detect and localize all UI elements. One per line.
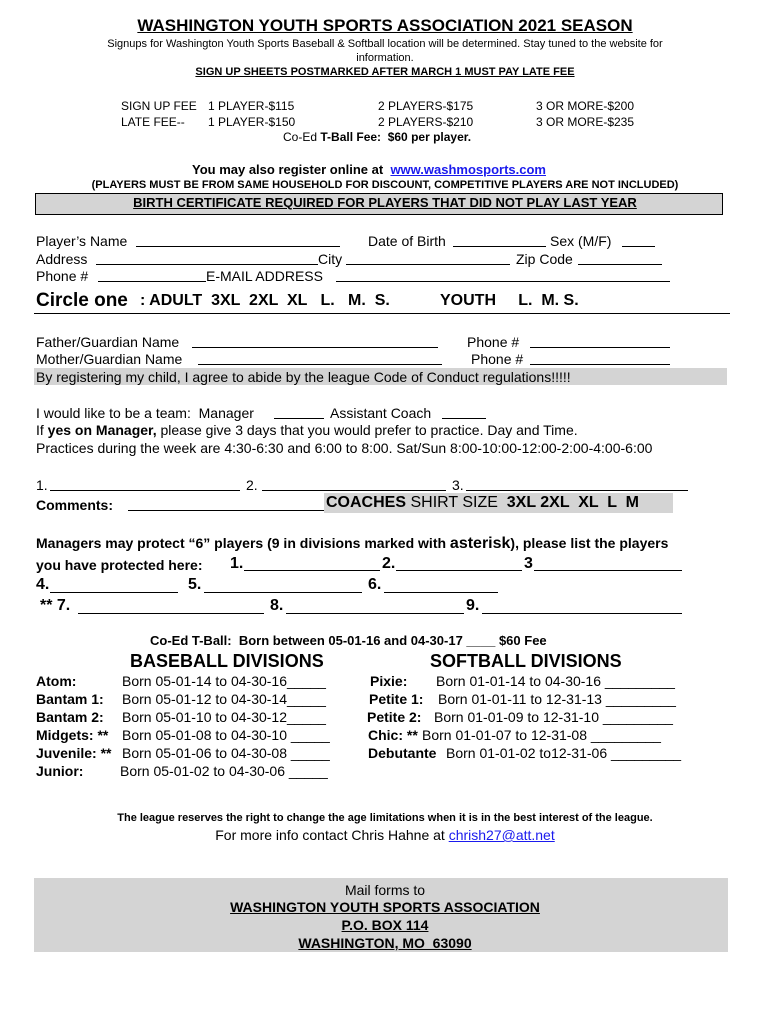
day-2-label: 2. bbox=[246, 477, 258, 493]
day-3-field[interactable] bbox=[466, 490, 688, 491]
softball-division-dates[interactable]: Born 01-01-11 to 12-31-13 _________ bbox=[438, 691, 676, 707]
manager-days-prefix: If bbox=[36, 422, 48, 438]
player-name-label: Player’s Name bbox=[36, 233, 128, 249]
day-1-label: 1. bbox=[36, 477, 48, 493]
protect-line-2: you have protected here: bbox=[36, 557, 207, 573]
baseball-division-name: Bantam 2: bbox=[36, 709, 104, 725]
assistant-coach-label: Assistant Coach bbox=[330, 405, 432, 421]
day-3-label: 3. bbox=[452, 477, 464, 493]
mail-org: WASHINGTON YOUTH SPORTS ASSOCIATION bbox=[230, 899, 540, 915]
softball-division-name: Chic: ** bbox=[368, 727, 418, 743]
baseball-division-name: Atom: bbox=[36, 673, 77, 689]
coed-fee-prefix: Co-Ed bbox=[283, 130, 321, 144]
protect-2-label: 2. bbox=[382, 555, 396, 572]
protect-3-label: 3 bbox=[524, 555, 533, 572]
baseball-division-dates[interactable]: Born 05-01-14 to 04-30-16_____ bbox=[122, 673, 326, 689]
protect-9-field[interactable] bbox=[482, 613, 682, 614]
address-field[interactable] bbox=[96, 264, 318, 265]
phone-label: Phone # bbox=[36, 268, 89, 284]
late-fee-label: LATE FEE-- bbox=[121, 115, 185, 129]
protect-8-label: 8. bbox=[270, 597, 284, 614]
protect-3-field[interactable] bbox=[534, 570, 682, 571]
softball-division-name: Debutante bbox=[368, 745, 437, 761]
mother-phone-field[interactable] bbox=[530, 364, 670, 365]
birth-cert-notice: BIRTH CERTIFICATE REQUIRED FOR PLAYERS THAT DID NOT PLAY LAST YEAR bbox=[133, 195, 637, 210]
baseball-division-name: Juvenile: ** bbox=[36, 745, 112, 761]
circle-one-label: Circle one bbox=[36, 290, 128, 311]
mail-label: Mail forms to bbox=[344, 882, 426, 898]
online-register-text: You may also register online at bbox=[192, 162, 391, 177]
online-register bbox=[192, 162, 546, 177]
dob-field[interactable] bbox=[453, 246, 546, 247]
contact-prefix: For more info contact Chris Hahne at bbox=[215, 827, 449, 843]
softball-division-name: Petite 2: bbox=[367, 709, 422, 725]
protect-2-field[interactable] bbox=[396, 570, 522, 571]
protect-8-field[interactable] bbox=[286, 613, 464, 614]
protect-5-label: 5. bbox=[188, 576, 202, 593]
page-title: WASHINGTON YOUTH SPORTS ASSOCIATION 2021 SEASON bbox=[137, 16, 633, 35]
protect-5-field[interactable] bbox=[204, 592, 362, 593]
protect-4-field[interactable] bbox=[50, 592, 178, 593]
protect-6-field[interactable] bbox=[384, 592, 498, 593]
manager-days-bold: yes on Manager, bbox=[47, 422, 157, 438]
protect-7-label: ** 7. bbox=[40, 597, 71, 614]
practice-times: Practices during the week are 4:30-6:30 and 6:00 to 8:00. Sat/Sun 8:00-10:00-12:00-2:00-4:00-6:00 bbox=[36, 440, 653, 456]
comments-label: Comments: bbox=[36, 497, 114, 513]
late-fee-1: 1 PLAYER-$150 bbox=[208, 115, 296, 129]
softball-division-name: Petite 1: bbox=[369, 691, 424, 707]
baseball-division-dates[interactable]: Born 05-01-10 to 04-30-12_____ bbox=[122, 709, 326, 725]
signup-fee-1: 1 PLAYER-$115 bbox=[208, 99, 295, 113]
father-field[interactable] bbox=[192, 347, 438, 348]
father-phone-field[interactable] bbox=[530, 347, 670, 348]
comments-field[interactable] bbox=[128, 510, 324, 511]
mail-box-number: P.O. BOX 114 bbox=[341, 917, 429, 933]
shirt-size-label: SHIRT SIZE bbox=[406, 494, 507, 511]
protect-9-label: 9. bbox=[466, 597, 480, 614]
subtitle-line-2: information. bbox=[356, 52, 414, 64]
divider-line bbox=[34, 313, 730, 314]
day-1-field[interactable] bbox=[50, 490, 240, 491]
protect-line-1 bbox=[36, 535, 668, 553]
baseball-division-dates[interactable]: Born 05-01-06 to 04-30-08 _____ bbox=[122, 745, 330, 761]
baseball-division-dates[interactable]: Born 05-01-02 to 04-30-06 _____ bbox=[120, 763, 328, 779]
website-link[interactable]: www.washmosports.com bbox=[390, 162, 546, 177]
city-label: City bbox=[318, 251, 343, 267]
youth-sizes[interactable]: YOUTH L. M. S. bbox=[440, 292, 579, 309]
baseball-division-dates[interactable]: Born 05-01-12 to 04-30-14_____ bbox=[122, 691, 326, 707]
signup-fee-2: 2 PLAYERS-$175 bbox=[378, 99, 474, 113]
baseball-division-name: Bantam 1: bbox=[36, 691, 104, 707]
league-note: The league reserves the right to change the age limitations when it is in the best interest of the league. bbox=[117, 812, 653, 824]
softball-divisions-title: SOFTBALL DIVISIONS bbox=[430, 651, 622, 671]
email-field[interactable] bbox=[336, 281, 670, 282]
baseball-division-name: Junior: bbox=[36, 763, 84, 779]
signup-fee-3: 3 OR MORE-$200 bbox=[536, 99, 635, 113]
zip-field[interactable] bbox=[578, 264, 662, 265]
softball-division-dates[interactable]: Born 01-01-07 to 12-31-08 _________ bbox=[422, 727, 661, 743]
mother-label: Mother/Guardian Name bbox=[36, 351, 183, 367]
phone-field[interactable] bbox=[98, 281, 206, 282]
coaches-label: COACHES bbox=[326, 494, 407, 511]
contact-line bbox=[0, 827, 770, 843]
protect-7-field[interactable] bbox=[78, 613, 264, 614]
baseball-division-dates[interactable]: Born 05-01-08 to 04-30-10 _____ bbox=[122, 727, 330, 743]
protect-1-label: 1. bbox=[230, 555, 244, 572]
baseball-division-name: Midgets: ** bbox=[36, 727, 109, 743]
coaches-shirt-size bbox=[326, 494, 639, 512]
manager-days-line bbox=[36, 422, 578, 438]
coed-fee bbox=[283, 130, 471, 144]
coed-tball-line: Co-Ed T-Ball: Born between 05-01-16 and 04-30-17 ____ $60 Fee bbox=[150, 633, 547, 648]
sex-label: Sex (M/F) bbox=[550, 233, 612, 249]
protect-text-a: Managers may protect “6” players (9 in divisions marked with bbox=[36, 535, 450, 551]
coed-fee-amount: T-Ball Fee: $60 per player. bbox=[320, 130, 472, 144]
address-label: Address bbox=[36, 251, 88, 267]
softball-division-dates[interactable]: Born 01-01-09 to 12-31-10 _________ bbox=[434, 709, 673, 725]
late-fee-2: 2 PLAYERS-$210 bbox=[378, 115, 474, 129]
coach-shirt-options[interactable]: 3XL 2XL XL L M bbox=[506, 494, 639, 511]
contact-email-link[interactable]: chrish27@att.net bbox=[448, 827, 555, 843]
email-label: E-MAIL ADDRESS bbox=[206, 268, 323, 284]
signup-fee-label: SIGN UP FEE bbox=[121, 99, 197, 113]
mother-phone-label: Phone # bbox=[471, 351, 524, 367]
mail-city: WASHINGTON, MO 63090 bbox=[298, 935, 472, 951]
protect-4-label: 4. bbox=[36, 576, 50, 593]
dob-label: Date of Birth bbox=[368, 233, 446, 249]
protect-6-label: 6. bbox=[368, 576, 382, 593]
father-phone-label: Phone # bbox=[467, 334, 520, 350]
player-name-field[interactable] bbox=[136, 246, 340, 247]
softball-division-dates[interactable]: Born 01-01-14 to 04-30-16 _________ bbox=[436, 673, 675, 689]
late-fee-notice: SIGN UP SHEETS POSTMARKED AFTER MARCH 1 MUST PAY LATE FEE bbox=[195, 66, 575, 78]
manager-label: I would like to be a team: Manager bbox=[36, 405, 254, 421]
adult-sizes[interactable]: : ADULT 3XL 2XL XL L. M. S. bbox=[140, 292, 390, 309]
manager-days-rest: please give 3 days that you would prefer to practice. Day and Time. bbox=[156, 422, 578, 438]
mother-field[interactable] bbox=[198, 364, 442, 365]
protect-asterisk-word: asterisk bbox=[449, 535, 511, 552]
late-fee-3: 3 OR MORE-$235 bbox=[536, 115, 635, 129]
protect-1-field[interactable] bbox=[244, 570, 380, 571]
softball-division-dates[interactable]: Born 01-01-02 to12-31-06 _________ bbox=[446, 745, 682, 761]
day-2-field[interactable] bbox=[262, 490, 446, 491]
zip-label: Zip Code bbox=[516, 251, 573, 267]
city-field[interactable] bbox=[346, 264, 510, 265]
baseball-divisions-title: BASEBALL DIVISIONS bbox=[130, 651, 324, 671]
agreement-text: By registering my child, I agree to abide by the league Code of Conduct regulations!!!!! bbox=[36, 369, 571, 385]
protect-text-b: ), please list the players bbox=[510, 535, 669, 551]
sex-field[interactable] bbox=[622, 246, 655, 247]
softball-division-name: Pixie: bbox=[370, 673, 408, 689]
subtitle-line-1: Signups for Washington Youth Sports Baseball & Softball location will be determined. Stay tuned to the website for bbox=[107, 38, 663, 50]
father-label: Father/Guardian Name bbox=[36, 334, 180, 350]
manager-field[interactable] bbox=[274, 418, 324, 419]
team-manager-line bbox=[36, 405, 254, 421]
household-note: (PLAYERS MUST BE FROM SAME HOUSEHOLD FOR DISCOUNT, COMPETITIVE PLAYERS ARE NOT INCLUDED) bbox=[91, 179, 679, 191]
assistant-coach-field[interactable] bbox=[442, 418, 486, 419]
